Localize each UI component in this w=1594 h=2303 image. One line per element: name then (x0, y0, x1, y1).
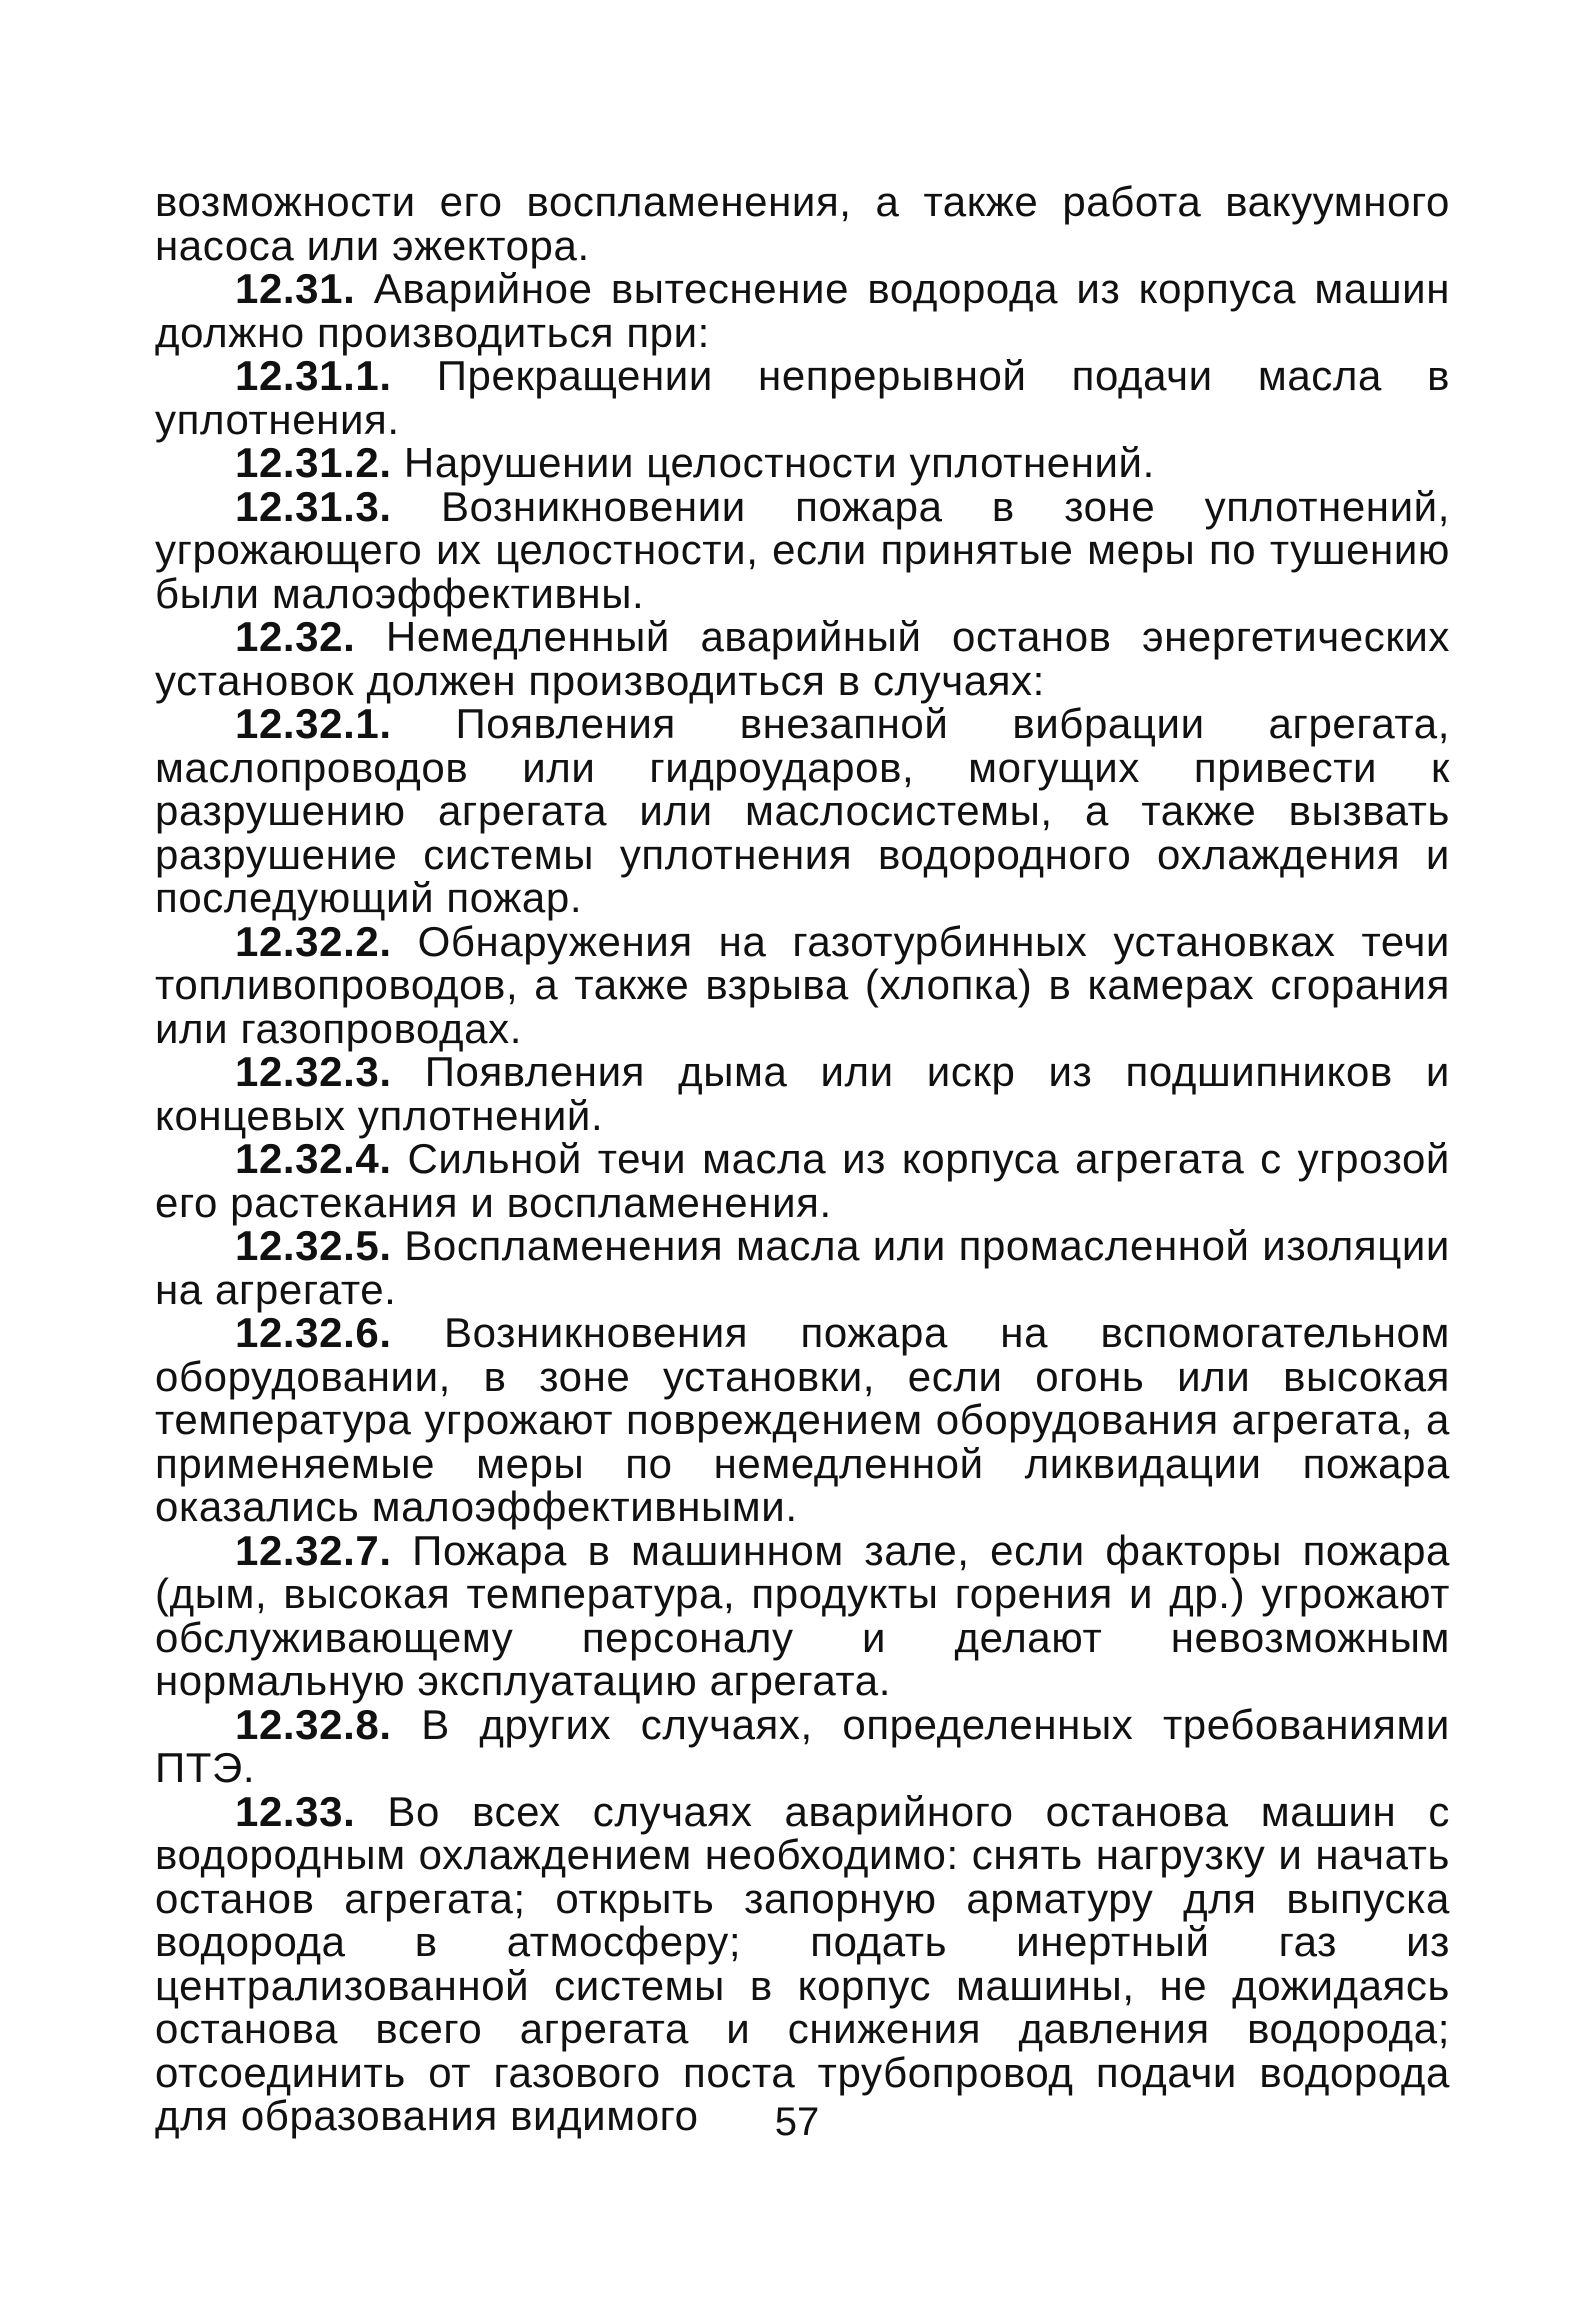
clause-number: 12.32. (235, 613, 356, 660)
clause-number: 12.32.6. (235, 1309, 392, 1356)
paragraph-12-32-4 (155, 1137, 1450, 1224)
clause-number: 12.31.2. (235, 439, 392, 486)
paragraph-text: Во всех случаях аварийного останова машин с водородным охлаждением необходимо: снять нагрузку и начать останов агрегата; открыть запорную арматуру для выпуска водорода в атмосферу; подать инертный газ из централизованной системы в корпус машины, не дожидаясь останова всего агрегата и снижения давления водорода; отсоединить от газового поста трубопровод подачи водорода для образования видимого (155, 1787, 1450, 2139)
paragraph-text: Обнаружения на газотурбинных установках течи топливопроводов, а также взрыва (хлопка) в камерах сгорания или газопроводах. (155, 917, 1450, 1052)
paragraph-12-33 (155, 1787, 1450, 2139)
clause-number: 12.32.8. (235, 1700, 392, 1748)
paragraph-text: Появления внезапной вибрации агрегата, маслопроводов или гидроударов, могущих привести к разрушению агрегата или маслосистемы, а также вызвать разрушение системы уплотнения водородного охлаждения и последующий пожар. (155, 700, 1450, 921)
paragraph-text: Возникновения пожара на вспомогательном оборудовании, в зоне установки, если огонь или высокая температура угрожают повреждением оборудования агрегата, а применяемые меры по немедленной ликвидации пожара оказались малоэффективными. (155, 1309, 1450, 1530)
paragraph-text: Нарушении целостности уплотнений. (403, 439, 1155, 486)
paragraph-12-31-3 (155, 482, 1450, 617)
paragraph-12-32-2 (155, 917, 1450, 1052)
paragraph-12-31-1 (155, 354, 1450, 441)
paragraph-text: Возникновении пожара в зоне уплотнений, угрожающего их целостности, если принятые меры по тушению были малоэффективны. (155, 482, 1450, 617)
clause-number: 12.32.7. (235, 1526, 392, 1574)
page-number: 57 (774, 2100, 820, 2144)
paragraph-12-32-5 (155, 1224, 1450, 1311)
clause-number: 12.32.2. (235, 917, 392, 965)
clause-number: 12.32.5. (235, 1222, 392, 1269)
paragraph-text: Появления дыма или искр из подшипников и концевых уплотнений. (155, 1048, 1450, 1139)
clause-number: 12.31.1. (235, 352, 392, 399)
paragraph-text: Прекращении непрерывной подачи масла в уплотнения. (155, 352, 1450, 443)
paragraph-12-32-3 (155, 1050, 1450, 1137)
paragraph-12-32-1 (155, 702, 1450, 920)
paragraph-continuation (155, 180, 1450, 267)
paragraph-text: В других случаях, определенных требованиями ПТЭ. (155, 1700, 1450, 1791)
paragraph-text: Воспламенения масла или промасленной изоляции на агрегате. (155, 1222, 1450, 1313)
clause-number: 12.32.3. (235, 1048, 392, 1095)
clause-number: 12.33. (235, 1787, 356, 1835)
clause-number: 12.32.4. (235, 1135, 392, 1182)
paragraph-12-32 (155, 615, 1450, 702)
paragraph-text: Пожара в машинном зале, если факторы пожара (дым, высокая температура, продукты горения и др.) угрожают обслуживающему персоналу и делают невозможным нормальную эксплуатацию агрегата. (155, 1526, 1450, 1704)
clause-number: 12.31.3. (235, 482, 392, 530)
paragraph-text: возможности его воспламенения, а также работа вакуумного насоса или эжектора. (155, 178, 1450, 269)
paragraph-12-31 (155, 267, 1450, 354)
paragraph-12-32-7 (155, 1526, 1450, 1704)
clause-number: 12.32.1. (235, 700, 392, 747)
paragraph-12-31-2 (155, 441, 1450, 485)
clause-number: 12.31. (235, 265, 356, 312)
paragraph-text: Аварийное вытеснение водорода из корпуса машин должно производиться при: (155, 265, 1450, 356)
paragraph-text: Немедленный аварийный останов энергетических установок должен производиться в случаях: (155, 613, 1450, 704)
paragraph-12-32-8 (155, 1700, 1450, 1791)
paragraph-12-32-6 (155, 1311, 1450, 1529)
paragraph-text: Сильной течи масла из корпуса агрегата с угрозой его растекания и воспламенения. (155, 1135, 1450, 1226)
